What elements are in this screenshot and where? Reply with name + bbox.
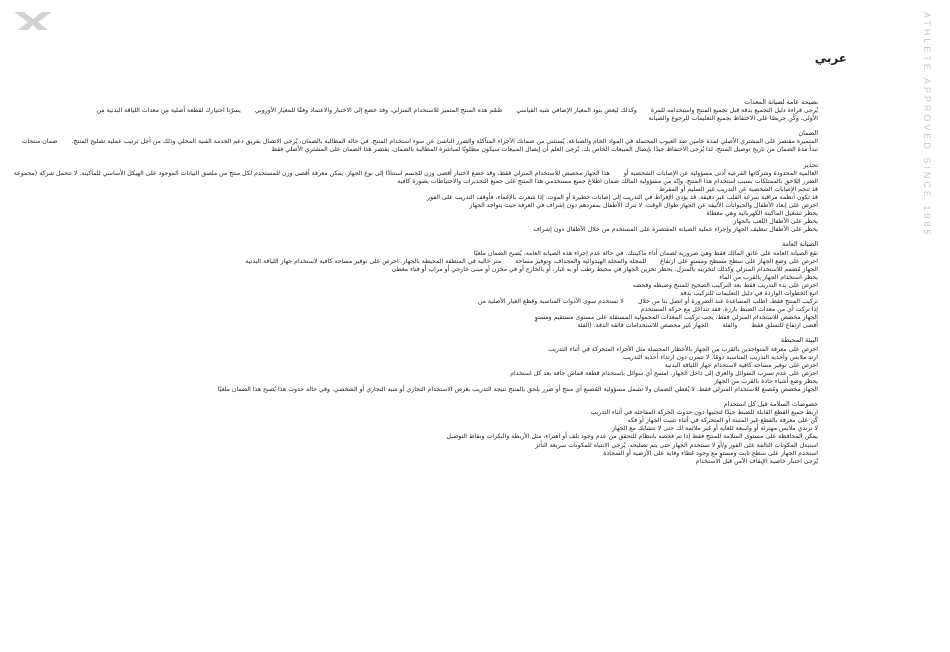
text-line	[30, 146, 818, 154]
text-segment: احرص على وضع الجهاز على سطح مسطح ومستوٍ على ارتفاع	[660, 257, 818, 265]
brand-tagline: ATHLETE APPROVED SINCE 1985	[922, 12, 932, 238]
text-segment: كُن على معرفة بالقطع غير المثبتة أو المتحركة في أثناء تثبيت الجهاز أو فكه	[627, 417, 818, 425]
text-line	[30, 298, 818, 306]
text-segment: ارتدِ ملابس وأحذية التدريب المناسبة دومًا. لا تتمرن دون ارتداء أحذية التدريب	[622, 353, 818, 361]
text-segment: الأولى، وكُن حريصًا على الاحتفاظ بجميع التعليمات للرجوع والصيانة	[648, 115, 818, 123]
text-line	[30, 274, 818, 282]
text-segment: اربط جميع القطع القابلة للضبط جيدًا لتجنبها دون حدوث الحركة المفاجئة في أثناء التدريب	[590, 409, 818, 417]
text-segment: تركيب المنتج فقط. اطلب المساعدة عند الضرورة أو اتصل بنا من خلال	[637, 298, 818, 306]
section-heading: تحذير	[803, 160, 818, 169]
text-segment: اتبع الخطوات الواردة في دليل التعليمات للتركيب بدقة	[680, 289, 818, 297]
text-line	[30, 433, 818, 441]
text-segment: أقصى ارتفاع للتسلق فقط	[751, 322, 818, 330]
text-line	[30, 266, 818, 274]
text-line	[30, 354, 818, 362]
text-line	[30, 306, 818, 314]
text-segment: ضمان منتجات	[21, 138, 58, 146]
text-segment: يمكن المحافظة على مستوى السلامة للمنتج فقط إذا تم فحصه بانتظام للتحقق من عدم وجود تلف أو اهتراء، مثل الأربطة والبكرات ونقاط التوصيل	[446, 433, 818, 441]
text-segment: يحظر على الأطفال اللعب بالجهاز	[733, 218, 818, 226]
text-segment: المتميزة مقتصر على المشتري الأصلي لمدة عامين ضد العيوب المحتملة في المواد الخام والصناعة. يُستثنى من ضمانك الأجزاء المتآكلة والضرر الناشئ عن سوء استخدام المنتج. في حالة المطالبة بالضمان، يُرجى الاتصال بفريق دعم الخدمة الفنية المحلي وذلك من أجل ترتيب عملية تصليح المنتج.	[71, 138, 818, 146]
text-line	[30, 178, 818, 186]
text-segment: يُرجى اختبار خاصية الإيقاف الآمن قبل الاستخدام	[695, 457, 818, 465]
text-segment: متر خالية في المنطقة المحيطة بالجهاز. احرص على توفير مساحة كافية لاستخدام جهاز اللياقة البدنية	[245, 257, 502, 265]
text-line	[30, 202, 818, 210]
text-segment: احرص على إبعاد الأطفال والحيوانات الأليفة عن الجهاز طوال الوقت. لا تترك الأطفال بمفردهم دون إشراف في الغرفة حيث يتواجد الجهاز	[469, 202, 818, 210]
document-section	[13, 160, 818, 235]
text-line	[30, 370, 818, 378]
text-line	[30, 442, 818, 450]
text-line	[30, 386, 818, 394]
text-segment: يحظر استخدام الجهاز بالقرب من الماء	[719, 273, 818, 281]
text-segment: لا تستخدم سوى الأدوات المناسبة وقطع الغيار الأصلية من	[477, 298, 624, 306]
text-segment: استخدم الجهاز على سطح ثابت ومستوٍ مع وجود غطاء وقاية على الأرضية أو السجادة	[603, 449, 818, 457]
text-line	[30, 210, 818, 218]
text-segment: احرص على عدم تسرب السوائل والعرق إلى داخل الجهاز. امسح أي سوائل باستخدام قطعة قماش جافة بعد كل استخدام	[510, 369, 818, 377]
text-segment: قد تكون أنظمة مراقبة سرعة القلب غير دقيقة. قد يؤدي الإفراط في التدريب إلى إصابات خطيرة أو الموت. إذا شعرت بالإغماء، فأوقف التدريب على الفور	[427, 193, 818, 201]
text-segment: استبدل المكونات التالفة على الفور و/أو لا تستخدم الجهاز حتى يتم تصليحه. يُرجى الانتباه للمكونات سريعة التأثر	[535, 441, 818, 449]
section-heading: خصوصات السلامة قبل كل استخدام	[723, 400, 818, 409]
section-heading: نصيحة عامة لصيانة المعدات	[744, 98, 818, 106]
text-segment: العالمية المحدودة وشركاتها الفرعية أدنى مسؤولية عن الإصابات الشخصية أو	[623, 169, 818, 177]
text-segment: الجهاز غير مخصص للاستخدامات فائقة الدقة. (الفئة	[577, 322, 709, 330]
text-segment: والفئة	[722, 322, 738, 330]
document-body	[13, 98, 818, 618]
text-segment: للمجلة والمجلة الهيدوائية والمجداف، وتوفير مساحة	[515, 257, 647, 265]
text-line	[30, 250, 818, 258]
text-segment: صُمّم هذه المنتج المتميز للاستخدام المنزلي، وقد خضع إلى الاختبار والاعتماد وفقًا للمعيار الأوروبي	[254, 107, 503, 115]
page-title: عربي	[814, 51, 847, 65]
text-line	[30, 282, 818, 290]
text-segment: يحظر تشغيل الماكينة الكهربائية وهي مغطاة	[706, 210, 818, 218]
document-section	[21, 129, 818, 154]
text-segment: يسرّنا اختيارك لقطعة أصلية من معدات اللياقة البدنية من	[96, 107, 241, 115]
document-section	[30, 336, 818, 394]
text-line	[30, 378, 818, 386]
section-heading: الضمان	[798, 129, 818, 138]
text-segment: يُرجى قراءة دليل التجميع بدقة قبل تجميع المنتج واستخدامه للمرة	[650, 107, 818, 115]
section-heading: الصيانة العامة	[782, 240, 818, 249]
text-segment: الجهاز مخصص ومُصنع للاستخدام المنزلي فقط، لا يُغطي الضمان ولا تشمل مسؤولية المُصنع أي منتج أو ضرر يلحق بالمنتج نتيجة التدريب بغرض الاستخدام التجاري أو شبه التجاري أو الشخصي. وفي حالة حدوث هذا يُصبح هذا الضمان ملغيًا	[217, 386, 818, 393]
brand-logo	[10, 10, 56, 32]
text-segment: إذا تركت أي من معدات الضبط بارزة، فقد تتداخل مع حركة المستخدم	[640, 306, 818, 314]
text-line	[30, 194, 818, 202]
text-segment: هذا الجهاز مخصص للاستخدام المنزلي فقط، وقد خضع لاختبار أقصى وزن للجسم استنادًا إلى نوع الجهاز. يمكن معرفة أقصى وزن للمستخدم لكل منتج من ملصق البيانات الموجود على الهيكل الأساسي للماكينة. لا تتحمل شركة (مجموعة	[13, 169, 610, 177]
text-line	[30, 362, 818, 370]
text-line	[30, 258, 818, 266]
text-segment: الجهاز مخصص للاستخدام المنزلي فقط، يجب تركيب المعدات المحمولية المستقلة على مستوى مستقيم ومستوٍ	[534, 314, 818, 322]
section-heading: البيئة المحيطة	[780, 336, 818, 345]
text-segment: لا ترتدي ملابس مهترئة أو واسعة للغاية أو غير ملائمة لك حتى لا تتشابك مع الجهاز	[611, 425, 818, 433]
text-segment: الضرر اللاحق بالممتلكات بسبب استخدام هذا المنتج، وإنّه من مسؤولية المالك ضمان اطلاع جميع مستخدمي هذا المنتج على جميع التحذيرات والاحتياطات بصورة كافية	[397, 177, 818, 185]
document-section	[30, 240, 818, 330]
text-line	[30, 290, 818, 298]
text-line	[30, 458, 818, 466]
text-line	[30, 186, 818, 194]
text-line	[30, 226, 818, 234]
text-line	[30, 115, 818, 123]
text-segment: تقع الصيانة العامة على عاتق المالك فقط وهي ضرورية لضمان أداء ماكينتك. في حالة عدم إجراء هذه الصيانة العامة، يُصبح الضمان ملغيًا	[473, 249, 818, 257]
text-segment: احرص على معرفة المتواجدين بالقرب من الجهاز بالأخطار المحتملة مثل الأجزاء المتحركة في أثناء التدريب	[548, 345, 818, 353]
text-segment: احرص على توفير مساحة كافية لاستخدام جهاز اللياقة البدنية	[664, 361, 818, 369]
text-segment: الجهاز مُصمم للاستخدام المنزلي وكذلك لتخزينه بالمنزل. يحظر تخزين الجهاز في محيط رطب أو به غبار، أو بالخارج أو في مخزن أو مبنى خارجي أو مراب أو فناء مغطى	[391, 265, 818, 273]
text-line	[30, 346, 818, 354]
document-section	[30, 400, 818, 466]
text-line	[30, 322, 818, 330]
text-line	[30, 107, 818, 115]
text-segment: وكذلك ليعض بنود المعيار الإضافي شبه القياسي	[516, 107, 637, 115]
document-section	[30, 98, 818, 123]
text-segment: قد تنجم الإصابات الشخصية عن التدريب غير السليم أو المفرط	[659, 185, 818, 193]
text-line	[13, 169, 818, 178]
text-segment: احرص على بدء التدريب فقط بعد التركيب الصحيح للمنتج وضبطه وفحصه	[632, 281, 818, 289]
text-segment: تبدأ مدة الضمان من تاريخ توصيل المنتج، لذا يُرجى الاحتفاظ جيدًا بإيصال المبيعات الخاص بك. يُرجى العلم أن إيصال المبيعات سيكون مطلوبًا لمباشرة المطالبة بالضمان. يقتصر هذا الضمان على المشتري الأصلي فقط	[271, 146, 818, 154]
text-line	[30, 450, 818, 458]
text-segment: يحظر على الأطفال تنظيف الجهاز وإجراء عملية الصيانة المقتصرة على المستخدم من خلال الأطفال دون إشراف	[533, 226, 818, 234]
text-line	[30, 314, 818, 322]
text-segment: يحظر وضع أشياء حادة بالقرب من الجهاز	[713, 377, 818, 385]
